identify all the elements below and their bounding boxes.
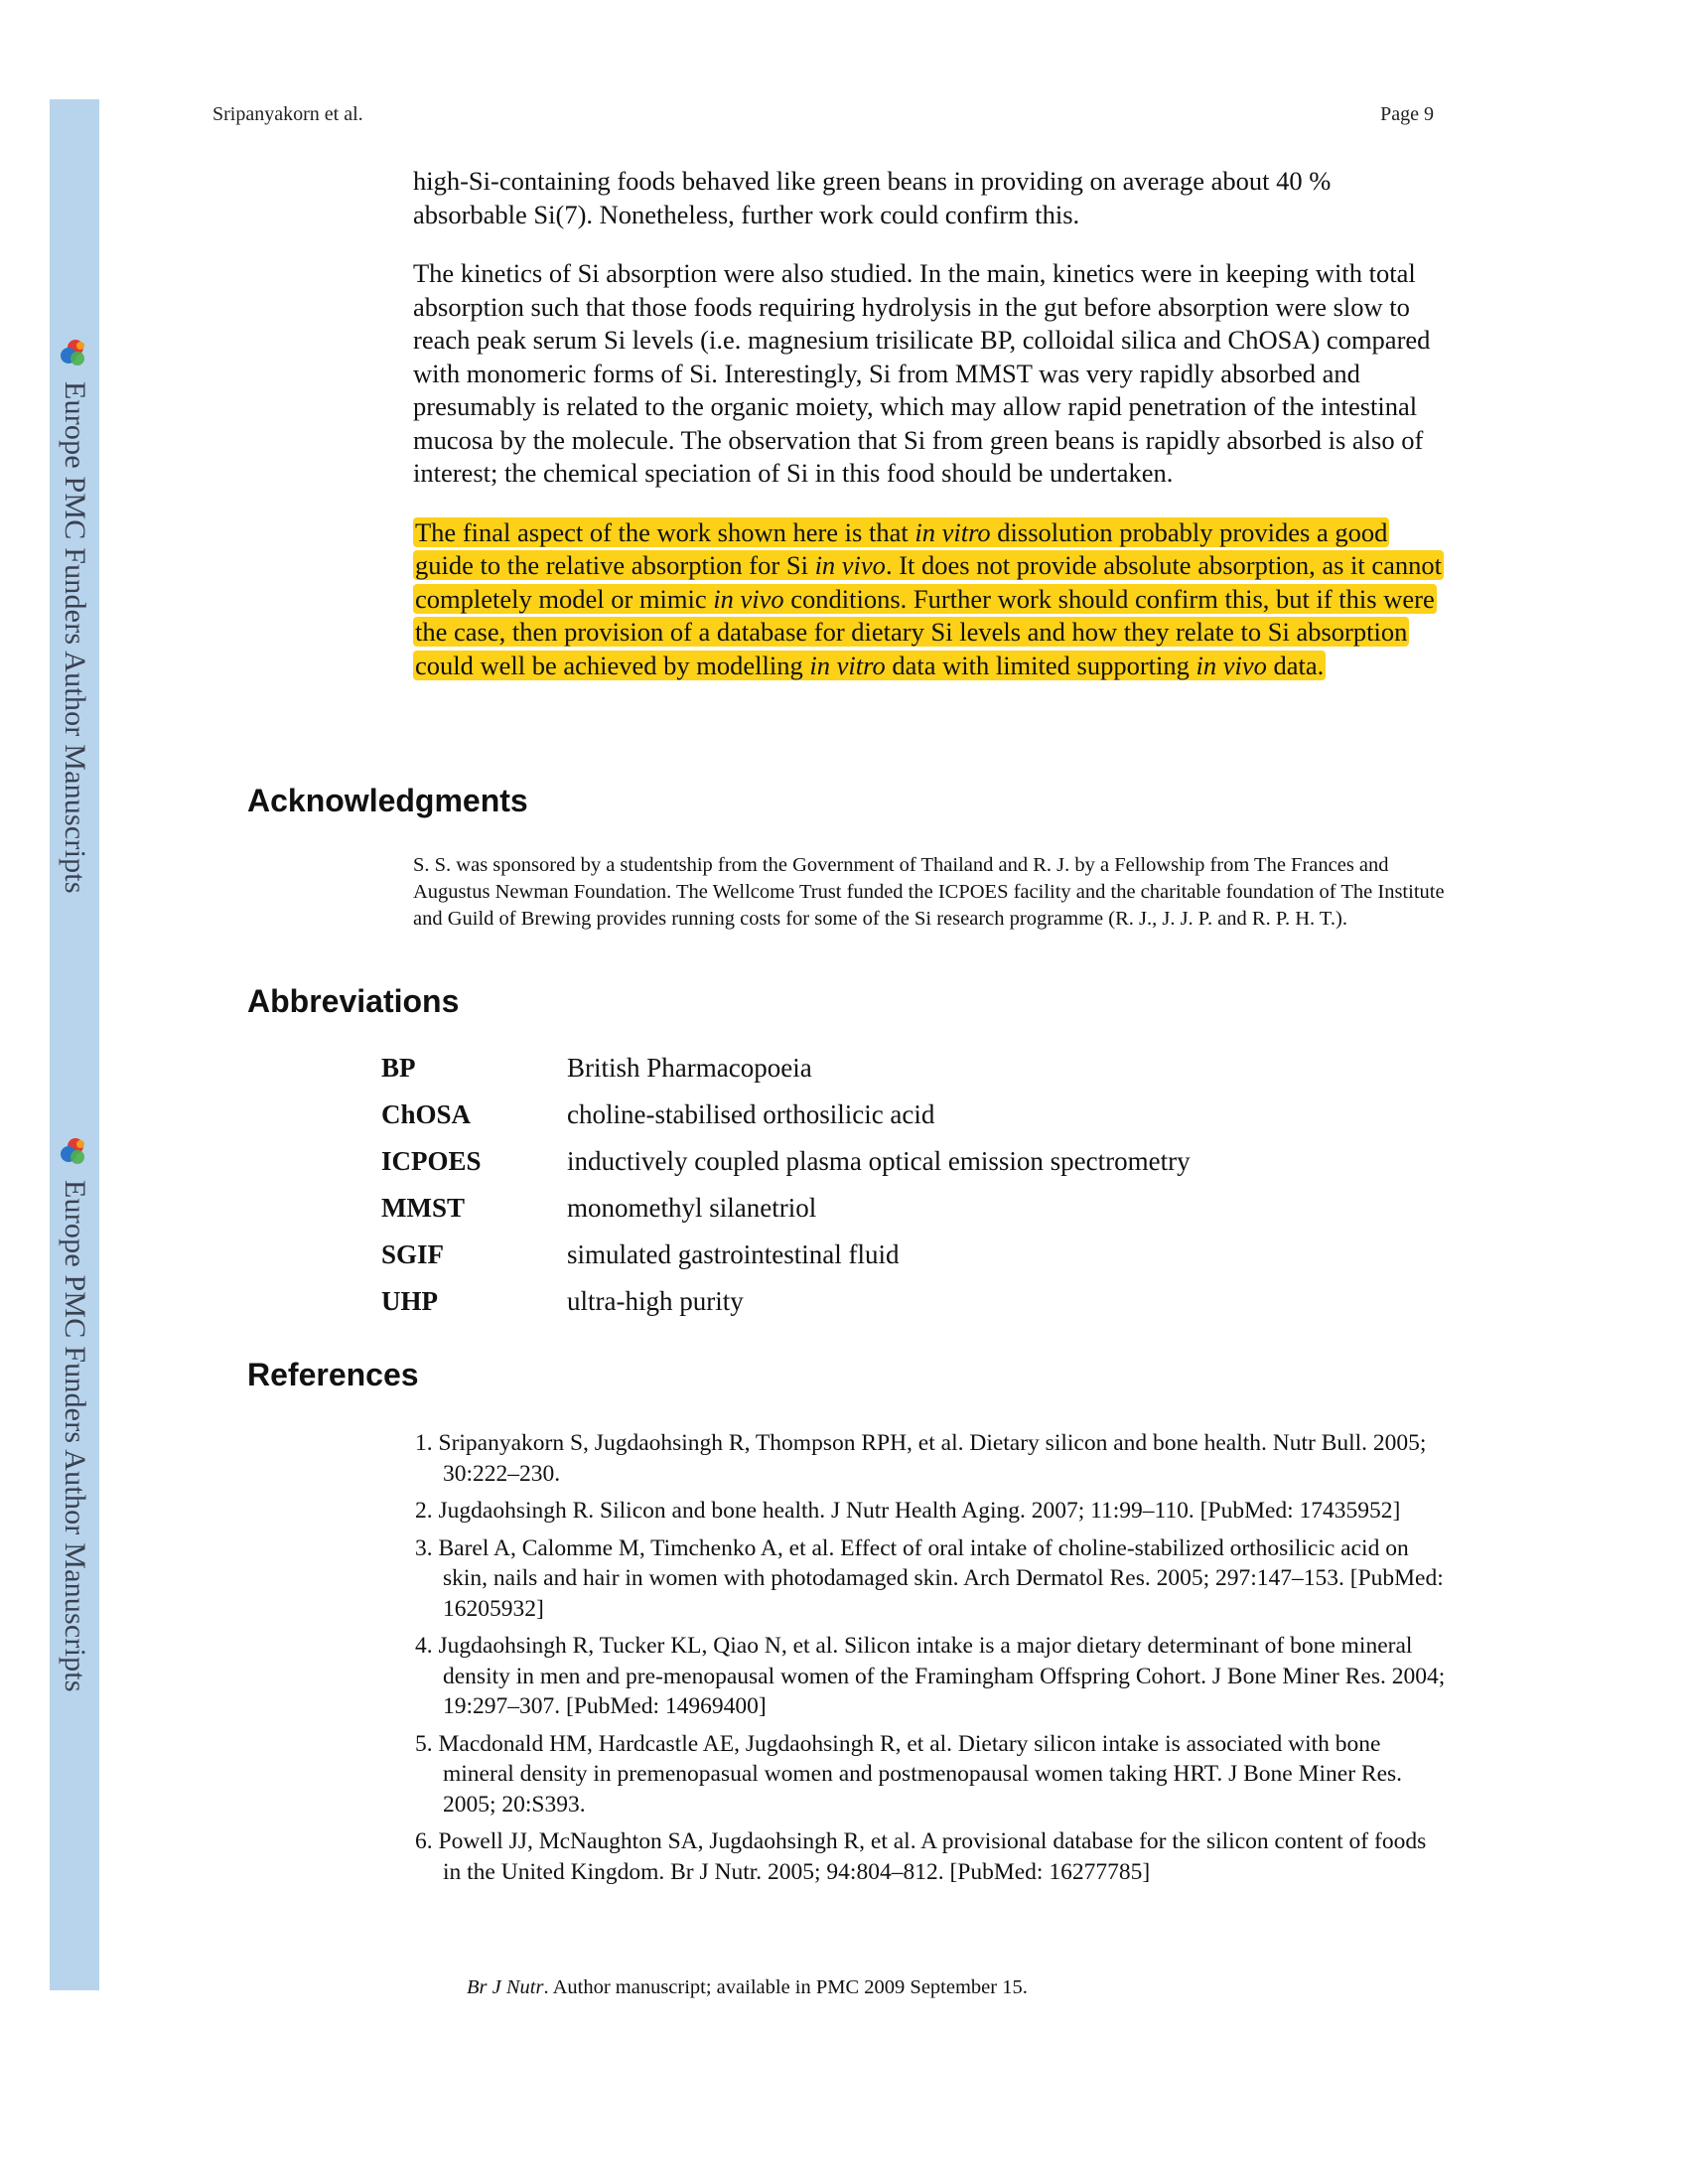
abbreviation-row xyxy=(381,1053,1374,1092)
running-head-authors: Sripanyakorn et al. xyxy=(212,103,363,125)
abbreviation-definition: simulated gastrointestinal fluid xyxy=(567,1239,900,1269)
highlight: The final aspect of the work shown here is that in vitro dissolution probably provides a good guide to the relative absorption for Si in vivo. It does not provide absolute absorption, as it cannot completely model or mimic in vivo conditions. Further work should confirm this, but if this were the case, then provision of a database for dietary Si levels and how they relate to Si absorption could well be achieved by modelling in vitro data with limited supporting in vivo data. xyxy=(415,516,1443,680)
footer-text: . Author manuscript; available in PMC 2009 September 15. xyxy=(543,1976,1028,1998)
abbreviation-term: ChOSA xyxy=(381,1099,472,1129)
abbreviation-definition: British Pharmacopoeia xyxy=(567,1053,812,1083)
sidebar-label: Europe PMC Funders Author Manuscripts xyxy=(59,1180,91,1692)
reference-item: 5. Macdonald HM, Hardcastle AE, Jugdaohsingh R, et al. Dietary silicon intake is associated with bone mineral density in premenopasual women and postmenopausal women taking HRT. J Bone Miner Res. 2005; 20:S393. xyxy=(415,1730,1403,1818)
acknowledgments-text: S. S. was sponsored by a studentship from the Government of Thailand and R. J. by a Fellowship from The Frances and Augustus Newman Foundation. The Wellcome Trust funded the ICPOES facility and the charitable foundation of The Institute and Guild of Brewing provides running costs for some of the Si research programme (R. J., J. J. P. and R. P. H. T.). xyxy=(413,854,1445,930)
body-paragraph-2: The kinetics of Si absorption were also studied. In the main, kinetics were in keeping with total absorption such that those foods requiring hydrolysis in the gut before absorption were slow to reach peak serum Si levels (i.e. magnesium trisilicate BP, colloidal silica and ChOSA) compared with monomeric forms of Si. Interestingly, Si from MMST was very rapidly absorbed and presumably is related to the organic moiety, which may allow rapid penetration of the intestinal mucosa by the molecule. The observation that Si from green beans is rapidly absorbed is also of interest; the chemical speciation of Si in this food should be undertaken. xyxy=(413,258,1431,488)
reference-item: 3. Barel A, Calomme M, Timchenko A, et al. Effect of oral intake of choline-stabilized orthosilicic acid on skin, nails and hair in women with photodamaged skin. Arch Dermatol Res. 2005; 297:147–153. [PubMed: 16205932] xyxy=(415,1534,1444,1622)
abbreviation-row xyxy=(381,1239,1374,1279)
acknowledgments-heading: Acknowledgments xyxy=(247,783,528,818)
reference-item: 4. Jugdaohsingh R, Tucker KL, Qiao N, et al. Silicon intake is a major dietary determinant of bone mineral density in men and pre-menopausal women of the Framingham Offspring Cohort. J Bone Miner Res. 2004; 19:297–307. [PubMed: 14969400] xyxy=(415,1633,1446,1719)
reference-item: 6. Powell JJ, McNaughton SA, Jugdaohsingh R, et al. A provisional database for the silicon content of foods in the United Kingdom. Br J Nutr. 2005; 94:804–812. [PubMed: 16277785] xyxy=(415,1828,1427,1885)
abbreviation-term: SGIF xyxy=(381,1239,445,1269)
body-paragraph-3-highlighted xyxy=(413,516,1442,683)
sidebar-label: Europe PMC Funders Author Manuscripts xyxy=(59,381,91,894)
abbreviation-term: UHP xyxy=(381,1286,438,1316)
abbreviation-row xyxy=(381,1193,1374,1233)
abbreviation-term: BP xyxy=(381,1053,416,1083)
abbreviation-definition: ultra-high purity xyxy=(567,1286,744,1316)
reference-item: 2. Jugdaohsingh R. Silicon and bone health. J Nutr Health Aging. 2007; 11:99–110. [PubMed: 17435952] xyxy=(415,1498,1401,1524)
running-head-page-number: Page 9 xyxy=(1380,103,1434,125)
abbreviation-definition: monomethyl silanetriol xyxy=(567,1193,817,1223)
abbreviation-row xyxy=(381,1146,1374,1186)
footer-citation xyxy=(467,1976,1028,1999)
abbreviation-term: ICPOES xyxy=(381,1146,482,1176)
body-paragraph-1: high-Si-containing foods behaved like green beans in providing on average about 40 % absorbable Si(7). Nonetheless, further work could confirm this. xyxy=(413,166,1332,229)
footer-journal: Br J Nutr xyxy=(467,1976,544,1998)
europe-pmc-sidebar xyxy=(50,99,99,1990)
europe-pmc-logo-icon xyxy=(58,1136,89,1168)
reference-item: 1. Sripanyakorn S, Jugdaohsingh R, Thompson RPH, et al. Dietary silicon and bone health. Nutr Bull. 2005; 30:222–230. xyxy=(415,1430,1427,1487)
abbreviation-row xyxy=(381,1286,1374,1326)
abbreviation-term: MMST xyxy=(381,1193,465,1223)
abbreviation-definition: choline-stabilised orthosilicic acid xyxy=(567,1099,935,1129)
abbreviation-row xyxy=(381,1099,1374,1139)
abbreviations-heading: Abbreviations xyxy=(247,983,460,1019)
europe-pmc-logo-icon xyxy=(58,338,89,369)
body-text xyxy=(413,165,1442,682)
abbreviation-definition: inductively coupled plasma optical emission spectrometry xyxy=(567,1146,1191,1176)
references-heading: References xyxy=(247,1357,419,1392)
reference-list xyxy=(411,1428,1446,1894)
